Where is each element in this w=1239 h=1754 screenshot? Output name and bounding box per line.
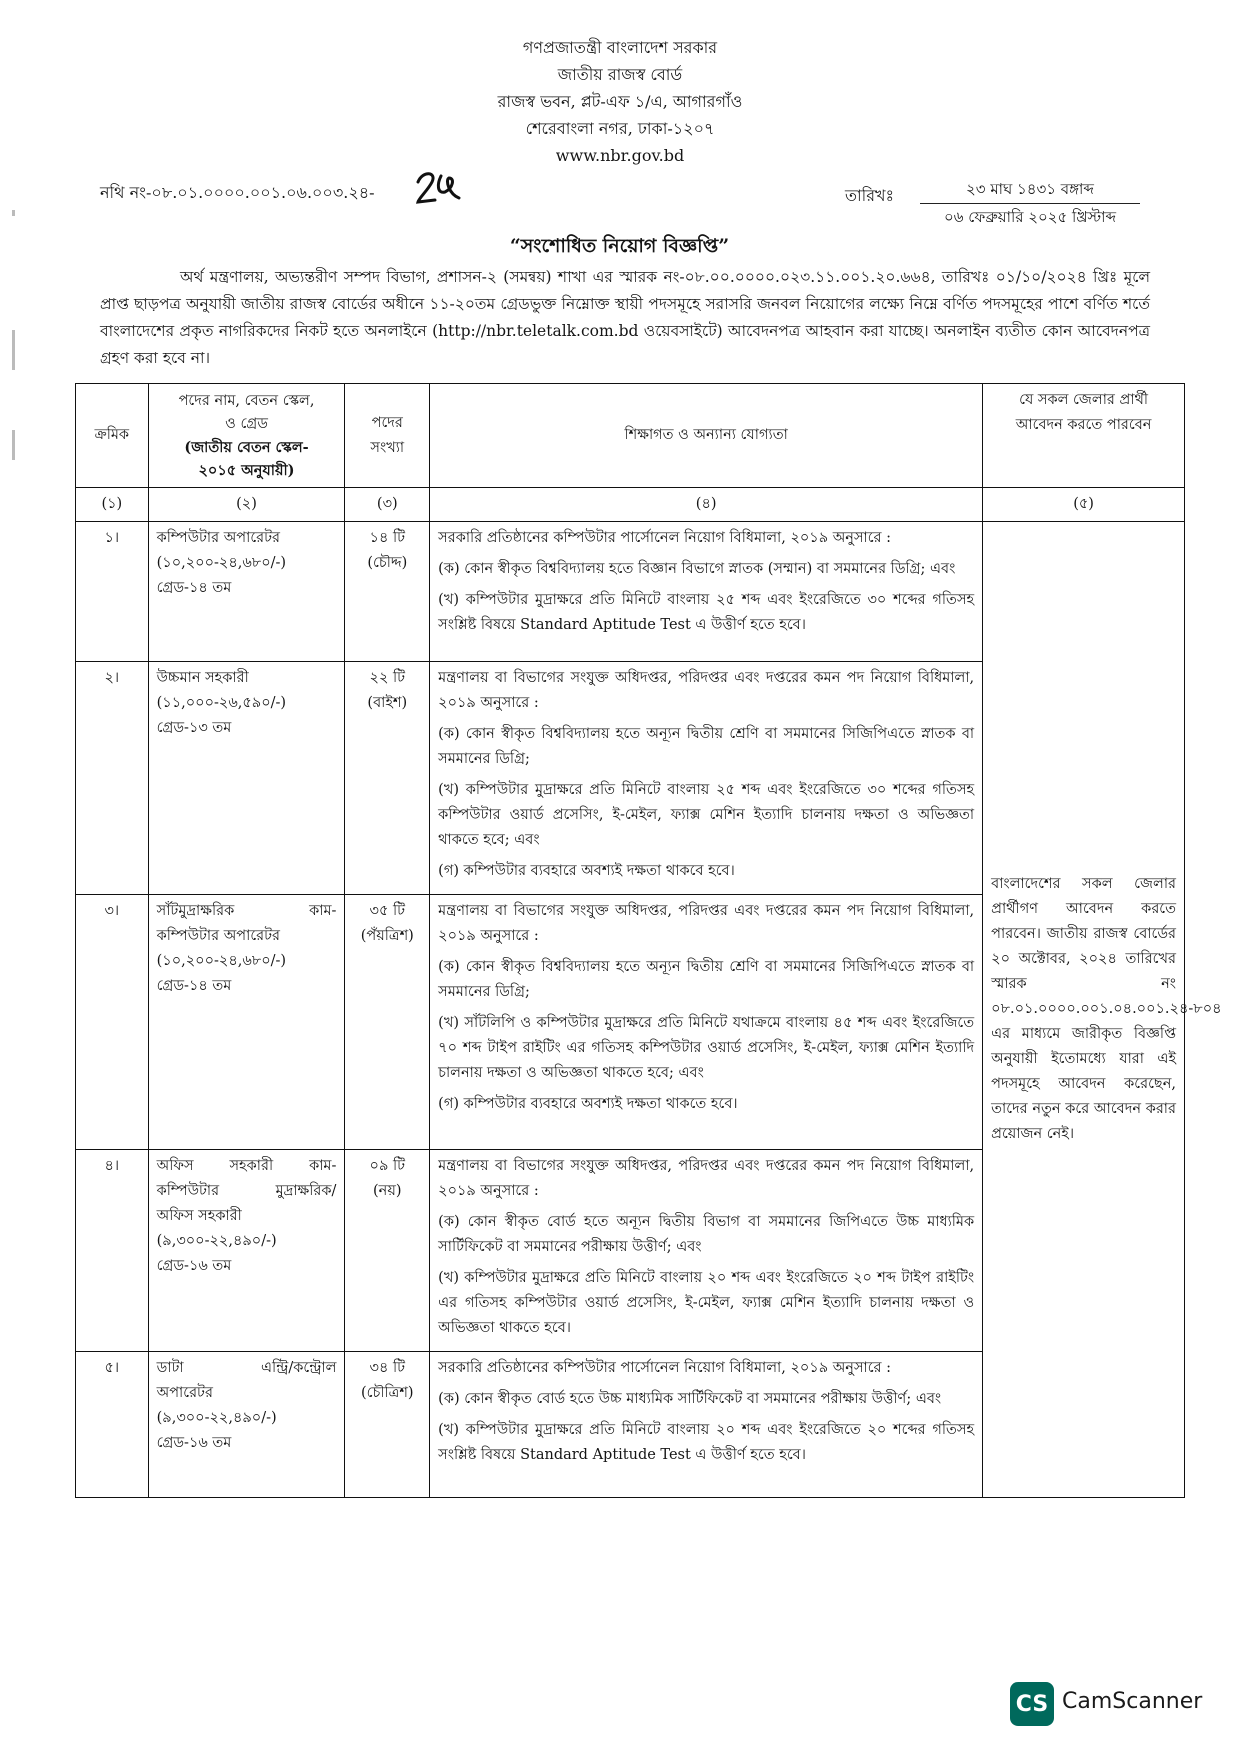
- row-count: [345, 1352, 430, 1498]
- row-qualification: [430, 1352, 983, 1498]
- post-count-words: (নয়): [373, 1183, 402, 1199]
- table-header-row: [76, 384, 1185, 488]
- letterhead: [380, 34, 860, 169]
- district-note: বাংলাদেশের সকল জেলার প্রার্থীগণ আবেদন করতে পারবেন। জাতীয় রাজস্ব বোর্ডের ২০ অক্টোবর, ২০২৪ তারিখের স্মারক নং ০৮.০১.০০০০.০০১.০৪.০০১.২৪-৮০৪ এর মাধ্যমে জারীকৃত বিজ্ঞপ্তি অনুযায়ী ইতোমধ্যে যারা এই পদসমূহে আবেদন করেছেন, তাদের নতুন করে আবেদন করার প্রয়োজন নেই।: [991, 876, 1222, 1142]
- grade: গ্রেড-১৪ তম: [156, 978, 232, 994]
- row-count: [345, 1150, 430, 1352]
- header-post-line: ও গ্রেড: [225, 415, 268, 432]
- post-count-words: (বাইশ): [367, 695, 408, 711]
- website: www.nbr.gov.bd: [555, 146, 685, 165]
- post-count: ২২ টি: [369, 670, 406, 686]
- column-number: (৩): [345, 488, 430, 522]
- row-post: [148, 895, 345, 1150]
- pay-scale: (১০,২০০-২৪,৬৮০/-): [156, 953, 287, 969]
- date-english: ০৬ ফেব্রুয়ারি ২০২৫ খ্রিস্টাব্দ: [944, 208, 1116, 226]
- scan-artifact: [12, 430, 15, 460]
- column-number: (৫): [983, 488, 1185, 522]
- qualification-item: (খ) কম্পিউটার মুদ্রাক্ষরে প্রতি মিনিটে বাংলায় ২০ শব্দ এবং ইংরেজিতে ২০ শব্দ টাইপ রাইটিং এর গতিসহ কম্পিউটার ওয়ার্ড প্রসেসিং, ই-মেইল, ফ্যাক্স মেশিন ইত্যাদি চালনায় দক্ষতা ও অভিজ্ঞতা থাকতে হবে।: [438, 1270, 975, 1336]
- post-count-words: (চৌদ্দ): [367, 555, 408, 571]
- intro-paragraph: অর্থ মন্ত্রণালয়, অভ্যন্তরীণ সম্পদ বিভাগ, প্রশাসন-২ (সমন্বয়) শাখা এর স্মারক নং-০৮.০০.০০০০.০২৩.১১.০০১.২০.৬৬৪, তারিখঃ ০১/১০/২০২৪ খ্রিঃ মূলে প্রাপ্ত ছাড়পত্র অনুযায়ী জাতীয় রাজস্ব বোর্ডের অধীনে ১১-২০তম গ্রেডভুক্ত নিম্নোক্ত স্থায়ী পদসমূহে সরাসরি জনবল নিয়োগের লক্ষ্যে নিম্নে বর্ণিত পদসমূহের পাশে বর্ণিত শর্তে বাংলাদেশের প্রকৃত নাগরিকদের নিকট হতে অনলাইনে (http://nbr.teletalk.com.bd ওয়েবসাইটে) আবেদনপত্র আহবান করা যাচ্ছে। অনলাইন ব্যতীত কোন আবেদনপত্র গ্রহণ করা হবে না।: [100, 268, 1150, 367]
- qualification-item: (খ) সাঁটলিপি ও কম্পিউটার মুদ্রাক্ষরে প্রতি মিনিটে যথাক্রমে বাংলায় ৪৫ শব্দ এবং ইংরেজিতে ৭০ শব্দ টাইপ রাইটিং এর গতিসহ কম্পিউটার ওয়ার্ড প্রসেসিং, ই-মেইল, ফ্যাক্স মেশিন ইত্যাদি চালনায় দক্ষতা ও অভিজ্ঞতা থাকতে হবে; এবং: [438, 1015, 975, 1081]
- qualification-item: (ক) কোন স্বীকৃত বোর্ড হতে অন্যূন দ্বিতীয় বিভাগ বা সমমানের জিপিএতে উচ্চ মাধ্যমিক সার্টিফিকেট বা সমমানের পরীক্ষায় উত্তীর্ণ; এবং: [438, 1214, 975, 1255]
- post-count: ১৪ টি: [369, 530, 406, 546]
- post-name-part: কম্পিউটার: [156, 1183, 220, 1199]
- qualification-item: (গ) কম্পিউটার ব্যবহারে অবশ্যই দক্ষতা থাকতে হবে।: [438, 1096, 738, 1112]
- qualification-item: (খ) কম্পিউটার মুদ্রাক্ষরে প্রতি মিনিটে বাংলায় ২৫ শব্দ এবং ইংরেজিতে ৩০ শব্দের গতিসহ সংশ্লিষ্ট বিষয়ে Standard Aptitude Test এ উত্তীর্ণ হতে হবে।: [438, 592, 975, 633]
- post-name: উচ্চমান সহকারী: [156, 670, 249, 686]
- row-serial: ১।: [76, 522, 149, 662]
- post-name-cont: অপারেটর: [156, 1385, 213, 1401]
- row-post: [148, 1150, 345, 1352]
- header-post-line: ২০১৫ অনুযায়ী): [198, 461, 295, 479]
- address-line-1: রাজস্ব ভবন, প্লট-এফ ১/এ, আগারগাঁও: [497, 92, 743, 111]
- header-post-line: (জাতীয় বেতন স্কেল-: [184, 438, 309, 456]
- row-count: [345, 522, 430, 662]
- column-number: (১): [76, 488, 149, 522]
- row-post: [148, 662, 345, 895]
- notice-title: “সংশোধিত নিয়োগ বিজ্ঞপ্তি”: [509, 235, 730, 257]
- header-post: [148, 384, 345, 488]
- qualification-item: (ক) কোন স্বীকৃত বিশ্ববিদ্যালয় হতে অন্যূন দ্বিতীয় শ্রেণি বা সমমানের সিজিপিএতে স্নাতক বা সমমানের ডিগ্রি;: [438, 726, 975, 767]
- government-name: গণপ্রজাতন্ত্রী বাংলাদেশ সরকার: [522, 38, 718, 57]
- qualification-item: (ক) কোন স্বীকৃত বিশ্ববিদ্যালয় হতে বিজ্ঞান বিভাগে স্নাতক (সম্মান) বা সমমানের ডিগ্রি; এবং: [438, 561, 956, 577]
- row-qualification: [430, 522, 983, 662]
- post-name-part: কাম-: [309, 1158, 337, 1174]
- row-serial: ৫।: [76, 1352, 149, 1498]
- post-name-part: এন্ট্রি/কন্ট্রোল: [261, 1360, 337, 1376]
- post-name-part: মুদ্রাক্ষরিক/: [275, 1183, 337, 1199]
- row-serial: ৪।: [76, 1150, 149, 1352]
- header-post-line: পদের নাম, বেতন স্কেল,: [178, 392, 315, 409]
- row-count: [345, 895, 430, 1150]
- post-count: ৩৪ টি: [369, 1360, 406, 1376]
- post-name-part: সহকারী: [229, 1158, 274, 1174]
- recruitment-table: [75, 383, 1222, 1498]
- date-label: তারিখঃ: [845, 186, 895, 205]
- header-count-line: পদের: [371, 414, 403, 431]
- pay-scale: (৯,৩০০-২২,৪৯০/-): [156, 1233, 277, 1249]
- pay-scale: (১১,০০০-২৬,৫৯০/-): [156, 695, 287, 711]
- row-post: [148, 522, 345, 662]
- post-count-words: (পঁয়ত্রিশ): [360, 928, 414, 944]
- post-count-words: (চৌত্রিশ): [361, 1385, 414, 1401]
- post-name: [157, 899, 337, 924]
- row-qualification: [430, 1150, 983, 1352]
- qualification-item: (খ) কম্পিউটার মুদ্রাক্ষরে প্রতি মিনিটে বাংলায় ২০ শব্দ এবং ইংরেজিতে ২০ শব্দের গতিসহ সংশ্লিষ্ট বিষয়ে Standard Aptitude Test এ উত্তীর্ণ হতে হবে।: [438, 1422, 975, 1463]
- post-name-part: সাঁটমুদ্রাক্ষরিক: [156, 903, 235, 919]
- qualification-intro: সরকারি প্রতিষ্ঠানের কম্পিউটার পার্সোনেল নিয়োগ বিধিমালা, ২০১৯ অনুসারে :: [438, 530, 892, 546]
- column-number: (৪): [430, 488, 983, 522]
- grade: গ্রেড-১৬ তম: [156, 1435, 232, 1451]
- qualification-intro: মন্ত্রণালয় বা বিভাগের সংযুক্ত অধিদপ্তর, পরিদপ্তর এবং দপ্তরের কমন পদ নিয়োগ বিধিমালা, ২০১৯ অনুসারে :: [438, 670, 975, 711]
- date-bangla: ২৩ মাঘ ১৪৩১ বঙ্গাব্দ: [920, 176, 1140, 204]
- grade: গ্রেড-১৩ তম: [156, 720, 232, 736]
- qualification-intro: সরকারি প্রতিষ্ঠানের কম্পিউটার পার্সোনেল নিয়োগ বিধিমালা, ২০১৯ অনুসারে :: [438, 1360, 892, 1376]
- post-count: ৩৫ টি: [369, 903, 406, 919]
- board-name: জাতীয় রাজস্ব বোর্ড: [557, 65, 683, 84]
- header-district: [983, 384, 1185, 488]
- table-row: [76, 522, 1185, 662]
- qualification-intro: মন্ত্রণালয় বা বিভাগের সংযুক্ত অধিদপ্তর, পরিদপ্তর এবং দপ্তরের কমন পদ নিয়োগ বিধিমালা, ২০১৯ অনুসারে :: [438, 1158, 975, 1199]
- scan-artifact: [12, 210, 15, 216]
- handwritten-number: [415, 168, 463, 208]
- pay-scale: (১০,২০০-২৪,৬৮০/-): [156, 555, 287, 571]
- post-name: কম্পিউটার অপারেটর: [156, 530, 281, 546]
- camscanner-logo-icon: CS: [1010, 1682, 1054, 1726]
- header-count-line: সংখ্যা: [370, 439, 405, 456]
- header-count: [345, 384, 430, 488]
- header-serial: ক্রমিক: [76, 384, 149, 488]
- header-district-line: যে সকল জেলার প্রার্থী: [1019, 392, 1149, 408]
- camscanner-watermark: CamScanner: [1062, 1689, 1203, 1714]
- row-post: [148, 1352, 345, 1498]
- qualification-intro: মন্ত্রণালয় বা বিভাগের সংযুক্ত অধিদপ্তর, পরিদপ্তর এবং দপ্তরের কমন পদ নিয়োগ বিধিমালা, ২০১৯ অনুসারে :: [438, 903, 975, 944]
- row-serial: ৩।: [76, 895, 149, 1150]
- qualification-item: (খ) কম্পিউটার মুদ্রাক্ষরে প্রতি মিনিটে বাংলায় ২৫ শব্দ এবং ইংরেজিতে ৩০ শব্দের গতিসহ কম্পিউটার ওয়ার্ড প্রসেসিং, ই-মেইল, ফ্যাক্স মেশিন ইত্যাদি চালনায় দক্ষতা ও অভিজ্ঞতা থাকতে হবে; এবং: [438, 782, 975, 848]
- row-serial: ২।: [76, 662, 149, 895]
- post-name: [157, 1154, 337, 1179]
- column-number-row: [76, 488, 1185, 522]
- post-name: [157, 1356, 337, 1381]
- post-name-cont: কম্পিউটার অপারেটর: [156, 928, 281, 944]
- header-district-line: আবেদন করতে পারবেন: [1015, 417, 1152, 433]
- post-name-part: ডাটা: [156, 1360, 184, 1376]
- district-eligibility: [983, 522, 1222, 1498]
- post-name-part: কাম-: [309, 903, 337, 919]
- header-qualification: শিক্ষাগত ও অন্যান্য যোগ্যতা: [430, 384, 983, 488]
- address-line-2: শেরেবাংলা নগর, ঢাকা-১২০৭: [525, 119, 715, 138]
- post-name-cont: অফিস সহকারী: [156, 1208, 242, 1224]
- qualification-item: (ক) কোন স্বীকৃত বিশ্ববিদ্যালয় হতে অন্যূন দ্বিতীয় শ্রেণি বা সমমানের সিজিপিএতে স্নাতক বা সমমানের ডিগ্রি;: [438, 959, 975, 1000]
- qualification-item: (গ) কম্পিউটার ব্যবহারে অবশ্যই দক্ষতা থাকবে হবে।: [438, 863, 735, 879]
- column-number: (২): [148, 488, 345, 522]
- row-qualification: [430, 895, 983, 1150]
- date-block: [920, 176, 1140, 230]
- post-name-part: অফিস: [156, 1158, 194, 1174]
- row-qualification: [430, 662, 983, 895]
- post-count: ০৯ টি: [369, 1158, 406, 1174]
- qualification-item: (ক) কোন স্বীকৃত বোর্ড হতে উচ্চ মাধ্যমিক সার্টিফিকেট বা সমমানের পরীক্ষায় উত্তীর্ণ; এবং: [438, 1391, 942, 1407]
- grade: গ্রেড-১৪ তম: [156, 580, 232, 596]
- pay-scale: (৯,৩০০-২২,৪৯০/-): [156, 1410, 277, 1426]
- grade: গ্রেড-১৬ তম: [156, 1258, 232, 1274]
- memo-number: নথি নং-০৮.০১.০০০০.০০১.০৬.০০৩.২৪-: [100, 183, 375, 202]
- post-name-cont: [157, 1179, 337, 1204]
- scan-artifact: [12, 330, 15, 370]
- row-count: [345, 662, 430, 895]
